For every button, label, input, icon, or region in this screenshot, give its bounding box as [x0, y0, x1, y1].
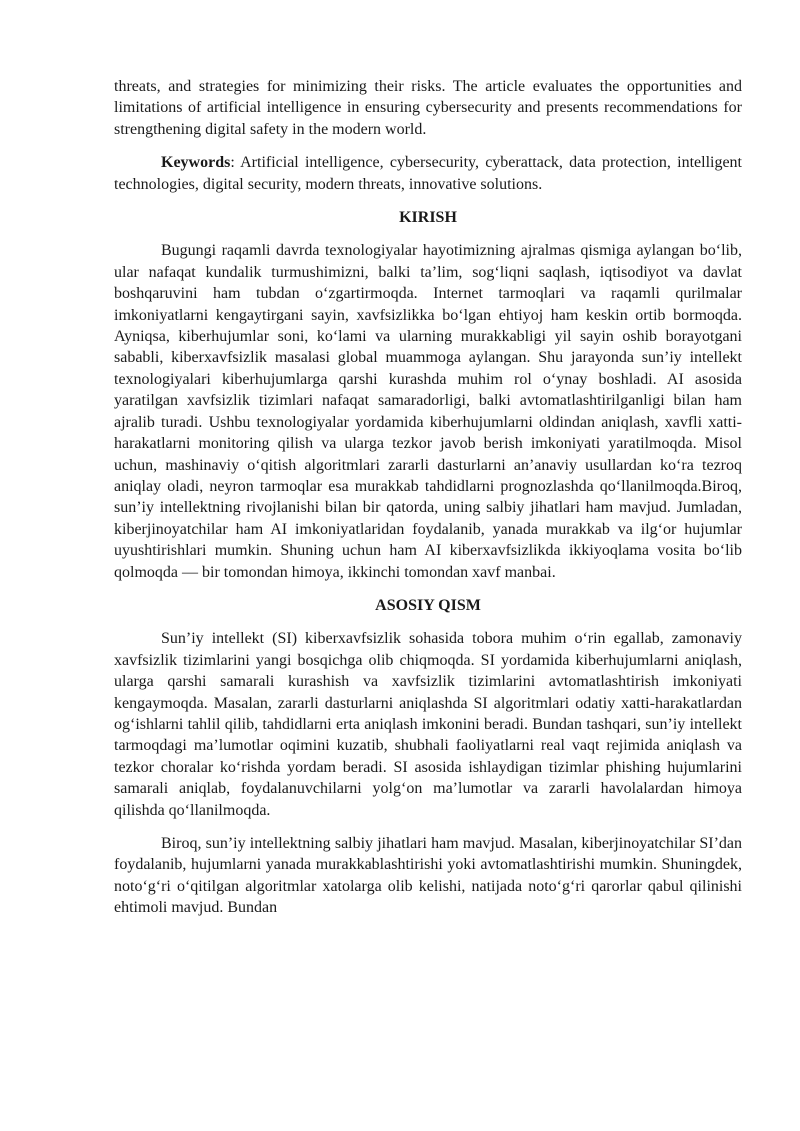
section-heading-main: ASOSIY QISM	[375, 596, 481, 614]
keywords-label: Keywords	[161, 154, 231, 172]
keywords-paragraph	[114, 152, 742, 195]
main-paragraph-2: Biroq, sun’iy intellektning salbiy jihatlari ham mavjud. Masalan, kiberjinoyatchilar SI’dan foydalanib, hujumlarni yanada murakkablashtirishi yoki avtomatlashtirishi mumkin. Shuningdek, noto‘g‘ri o‘qitilgan algoritmlar xatolarga olib kelishi, natijada noto‘g‘ri qarorlar qabul qilinishi ehtimoli mavjud. Bundan	[114, 835, 742, 917]
keywords-text: : Artificial intelligence, cybersecurity, cyberattack, data protection, intelligent technologies, digital security, modern threats, innovative solutions.	[114, 154, 742, 193]
section-heading-intro: KIRISH	[399, 209, 457, 227]
document-page	[114, 76, 742, 919]
abstract-paragraph: threats, and strategies for minimizing their risks. The article evaluates the opportunities and limitations of artificial intelligence in ensuring cybersecurity and presents recommendations for strengthening digital safety in the modern world.	[114, 78, 742, 138]
intro-paragraph: Bugungi raqamli davrda texnologiyalar hayotimizning ajralmas qismiga aylangan bo‘lib, ular nafaqat kundalik turmushimizni, balki ta’lim, sog‘liqni saqlash, iqtisodiyot va davlat boshqaruvini ham tubdan o‘zgartirmoqda. Internet tarmoqlari va raqamli qurilmalar imkoniyatlarni kengaytirgani sayin, xavfsizlikka bo‘lgan ehtiyoj ham keskin ortib bormoqda. Ayniqsa, kiberhujumlar soni, ko‘lami va ularning murakkabligi yil sayin oshib borayotgani sababli, kiberxavfsizlik masalasi global muammoga aylangan. Shu jarayonda sun’iy intellekt texnologiyalari kiberhujumlarga qarshi kurashda muhim rol o‘ynay boshladi. AI asosida yaratilgan xavfsizlik tizimlari nafaqat samaradorligi, balki avtomatlashtirilganligi bilan ham ajralib turadi. Ushbu texnologiyalar yordamida kiberhujumlarni oldindan aniqlash, xavfli xatti-harakatlarni monitoring qilish va ularga tezkor javob berish imkoniyati yaratilmoqda. Misol uchun, mashinaviy o‘qitish algoritmlari zararli dasturlarni an’anaviy usullardan ko‘ra tezroq aniqlay oladi, neyron tarmoqlar esa murakkab tahdidlarni prognozlashda qo‘llanilmoqda.Biroq, sun’iy intellektning rivojlanishi bilan bir qatorda, uning salbiy jihatlari ham mavjud. Jumladan, kiberjinoyatchilar ham AI imkoniyatlaridan foydalanib, yanada murakkab va ilg‘or hujumlar uyushtirishlari mumkin. Shuning uchun ham AI kiberxavfsizlikda ikkiyoqlama vosita bo‘lib qolmoqda — bir tomondan himoya, ikkinchi tomondan xavf manbai.	[114, 242, 742, 581]
main-paragraph-1: Sun’iy intellekt (SI) kiberxavfsizlik sohasida tobora muhim o‘rin egallab, zamonaviy xavfsizlik tizimlarini yangi bosqichga olib chiqmoqda. SI yordamida kiberhujumlarni aniqlash, ularga qarshi samarali kurashish va xavfsizlik tizimlarini avtomatlashtirish imkoniyati kengaymoqda. Masalan, zararli dasturlarni aniqlashda SI algoritmlari odatiy xatti-harakatlardan og‘ishlarni tahlil qilib, tahdidlarni erta aniqlash imkonini beradi. Bundan tashqari, sun’iy intellekt tarmoqdagi ma’lumotlar oqimini kuzatib, shubhali faoliyatlarni real vaqt rejimida aniqlash va tezkor choralar ko‘rishda yordam beradi. SI asosida ishlaydigan tizimlar phishing hujumlarini samarali aniqlab, foydalanuvchilarni yolg‘on ma’lumotlar va zararli havolalardan himoya qilishda qo‘llanilmoqda.	[114, 630, 742, 819]
